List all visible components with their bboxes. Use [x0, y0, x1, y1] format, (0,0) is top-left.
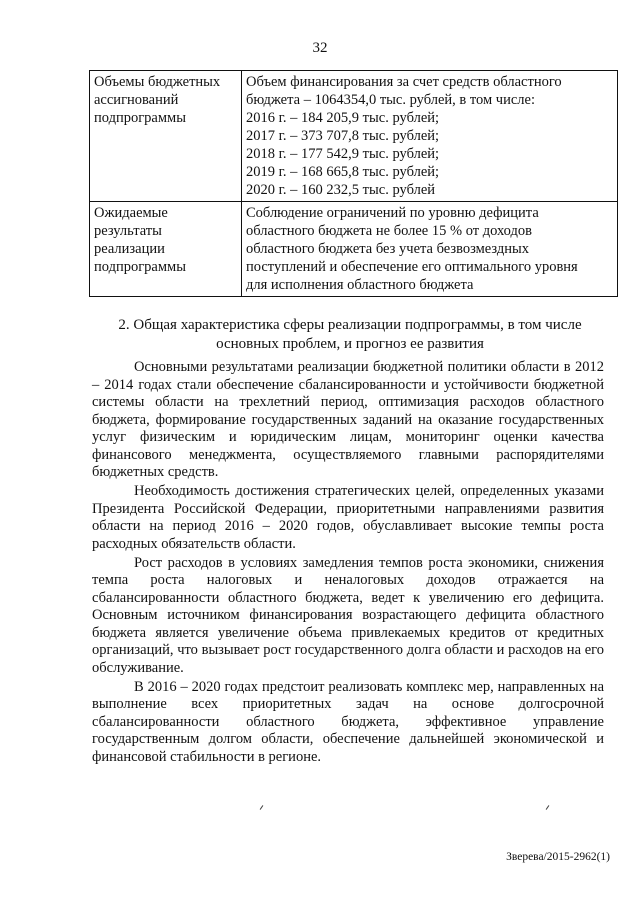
- budget-value-line: бюджета – 1064354,0 тыс. рублей, в том числе:: [246, 92, 535, 108]
- section-heading-line: 2. Общая характеристика сферы реализации подпрограммы, в том числе: [118, 317, 582, 333]
- results-value-line: областного бюджета без учета безвозмездных: [246, 241, 530, 257]
- results-value-line: областного бюджета не более 15 % от доходов: [246, 223, 532, 239]
- results-value-line: поступлений и обеспечение его оптимального уровня: [246, 259, 578, 275]
- document-code: Зверева/2015-2962(1): [506, 851, 610, 863]
- budget-year-2017: 2017 г. – 373 707,8 тыс. рублей;: [246, 128, 440, 144]
- paragraph: Основными результатами реализации бюджетной политики области в 2012 – 2014 годах стали обеспечение сбалансированности и устойчивости бюджетной системы области на трехлетний период, оптимизация расходов областного бюджета, формирование государственных заданий на оказание государственных услуг физическим и юридическим лицам, мониторинг оценки качества финансового менеджмента, осуществляемого главными распорядителями бюджетных средств.: [92, 359, 604, 480]
- paragraph: Необходимость достижения стратегических целей, определенных указами Президента Российской Федерации, приоритетными направлениями развития области на период 2016 – 2020 годов, обуславливает высокие темпы роста расходных обязательств области.: [92, 483, 604, 552]
- budget-year-2019: 2019 г. – 168 665,8 тыс. рублей;: [246, 164, 440, 180]
- results-label-line: подпрограммы: [94, 259, 186, 275]
- results-label-cell: [90, 202, 242, 297]
- budget-label-line: ассигнований: [94, 92, 179, 108]
- budget-value-line: Объем финансирования за счет средств областного: [246, 74, 562, 90]
- paragraph: В 2016 – 2020 годах предстоит реализовать комплекс мер, направленных на выполнение всех приоритетных задач на основе долгосрочной сбалансированности областного бюджета, эффективное управление государственным долгом области, обеспечение дальнейшей экономической и финансовой стабильности в регионе.: [92, 678, 604, 765]
- scan-mark: [546, 805, 550, 810]
- budget-label-line: подпрограммы: [94, 110, 186, 126]
- budget-label-line: Объемы бюджетных: [94, 74, 221, 90]
- table-row-budget: [90, 71, 618, 202]
- budget-year-2018: 2018 г. – 177 542,9 тыс. рублей;: [246, 146, 440, 162]
- budget-label-cell: [90, 71, 242, 202]
- budget-year-2016: 2016 г. – 184 205,9 тыс. рублей;: [246, 110, 440, 126]
- table-row-results: [90, 202, 618, 297]
- page-number: 32: [312, 40, 328, 56]
- results-value-line: Соблюдение ограничений по уровню дефицита: [246, 205, 539, 221]
- budget-value-cell: [242, 71, 618, 202]
- scan-mark: [260, 805, 264, 810]
- budget-year-2020: 2020 г. – 160 232,5 тыс. рублей: [246, 182, 436, 198]
- results-value-cell: [242, 202, 618, 297]
- paragraph: Рост расходов в условиях замедления темпов роста экономики, снижения темпа роста налоговых и неналоговых доходов отражается на сбалансированности областного бюджета, ведет к увеличению его дефицита. Основным источником финансирования возрастающего дефицита областного бюджета является увеличение объема привлекаемых кредитов от кредитных организаций, что вызывает рост государственного долга области и расходов на его обслуживание.: [92, 554, 604, 676]
- results-value-line: для исполнения областного бюджета: [246, 277, 474, 293]
- subprogram-passport-table: [89, 70, 618, 297]
- section-heading-line: основных проблем, и прогноз ее развития: [216, 336, 484, 352]
- section-body: [92, 359, 604, 768]
- results-label-line: реализации: [94, 241, 165, 257]
- section-heading: [100, 316, 600, 354]
- results-label-line: результаты: [94, 223, 162, 239]
- results-label-line: Ожидаемые: [94, 205, 168, 221]
